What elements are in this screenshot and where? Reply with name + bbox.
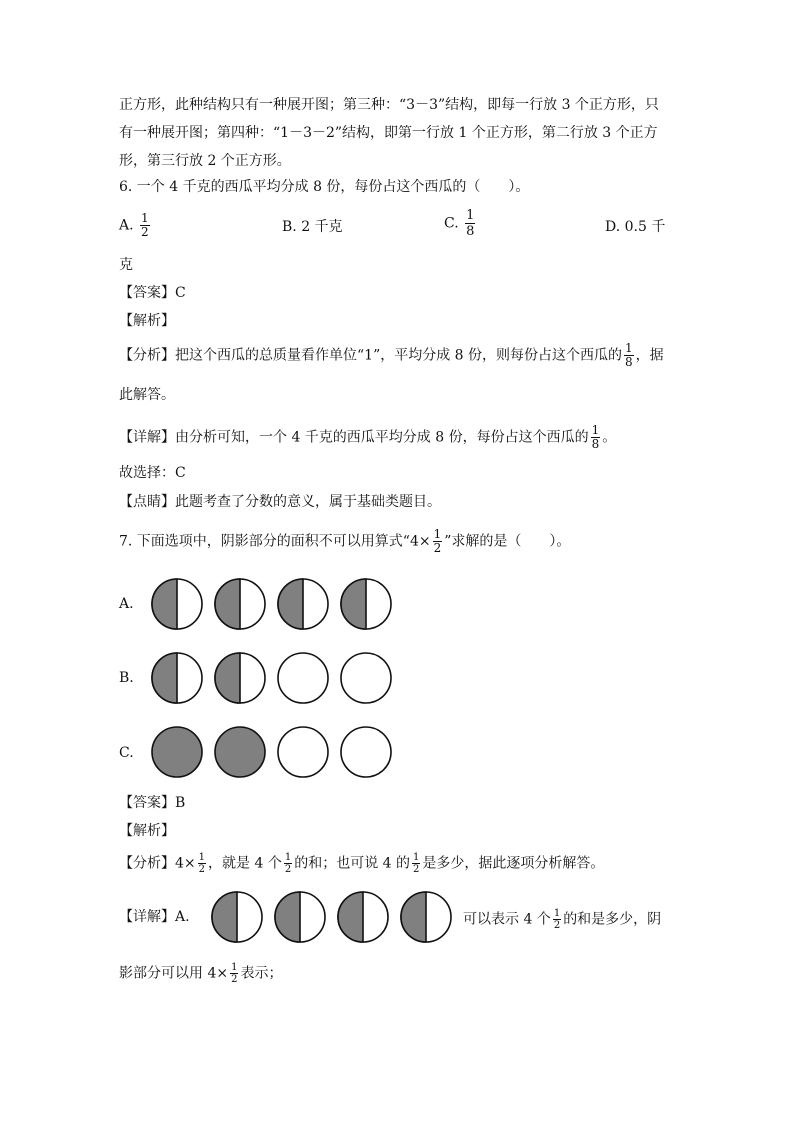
full-shaded-circle xyxy=(152,727,202,777)
q7-option-a-circles xyxy=(150,577,400,631)
q7-xiangjie-fraction-2: $\frac{1}{2}$ xyxy=(231,962,238,985)
text-line-3: 形，第三行放 2 个正方形。 xyxy=(119,153,291,169)
full-shaded-circle xyxy=(215,727,265,777)
q6-option-c-fraction: $\frac{1}{8}$ xyxy=(466,208,475,239)
q6-dianjing: 【点睛】此题考查了分数的意义，属于基础类题目。 xyxy=(119,494,441,510)
q6-option-c[interactable] xyxy=(444,208,477,239)
q7-fenxi: 【分析】4× $\frac{1}{2}$ ，就是 4 个 $\frac{1}{2}$ 的和；也可说 4 的 $\frac{1}{2}$ 是多少，据此逐项分析解答。 xyxy=(119,852,605,875)
half-shaded-circle xyxy=(401,892,451,942)
q6-xiangjie: 【详解】由分析可知，一个 4 千克的西瓜平均分成 8 份，每份占这个西瓜的 $\frac{1}{8}$ 。 xyxy=(119,423,617,451)
q6-option-a-label: A. xyxy=(119,217,134,234)
q6-fenxi-fraction: $\frac{1}{8}$ xyxy=(625,341,633,369)
q7-xiangjie-label: 【详解】A. xyxy=(119,909,190,925)
half-shaded-circle xyxy=(275,892,325,942)
q6-stem: 6. 一个 4 千克的西瓜平均分成 8 份，每份占这个西瓜的（ ）。 xyxy=(119,179,530,195)
q7-analysis-title: 【解析】 xyxy=(119,823,175,839)
q7-option-c-circles xyxy=(150,725,400,779)
q7-option-a[interactable]: A. xyxy=(119,596,134,612)
half-shaded-circle xyxy=(152,653,202,703)
q6-fenxi-cont: 此解答。 xyxy=(119,387,175,403)
q6-xiangjie-fraction: $\frac{1}{8}$ xyxy=(591,423,600,451)
empty-circle xyxy=(341,727,391,777)
q6-option-c-label: C. xyxy=(444,215,459,232)
empty-circle xyxy=(278,653,328,703)
q6-option-a-fraction: $\frac{1}{2}$ xyxy=(141,211,149,239)
text-line-1: 正方形，此种结构只有一种展开图；第三种：“3－3”结构，即每一行放 3 个正方形，只 xyxy=(119,97,659,113)
half-shaded-circle xyxy=(341,579,391,629)
q6-answer: 【答案】C xyxy=(119,285,186,301)
q6-analysis-title: 【解析】 xyxy=(119,313,175,329)
q7-xiangjie-cont: 影部分可以用 4× $\frac{1}{2}$ 表示； xyxy=(119,962,283,985)
q7-option-c[interactable]: C. xyxy=(119,745,134,761)
q7-xiangjie-fraction-1: $\frac{1}{2}$ xyxy=(553,908,561,931)
q6-option-a[interactable] xyxy=(119,212,152,239)
q7-xiangjie-circles xyxy=(210,890,460,944)
text-line-2: 有一种展开图；第四种：“1－3－2”结构，即第一行放 1 个正方形，第二行放 3 个正方 xyxy=(119,125,658,141)
q7-stem: 7. 下面选项中，阴影部分的面积不可以用算式“4× $\frac{1}{2}$ ”求解的是（ ）。 xyxy=(119,527,571,555)
q7-xiangjie-text: 可以表示 4 个 $\frac{1}{2}$ 的和是多少，阴 xyxy=(463,908,662,931)
q7-stem-fraction: $\frac{1}{2}$ xyxy=(433,527,442,555)
half-shaded-circle xyxy=(212,892,262,942)
q6-option-b[interactable]: B. 2 千克 xyxy=(282,219,343,235)
q6-option-d-cont: 克 xyxy=(119,257,133,273)
q6-guxuan: 故选择：C xyxy=(119,465,186,481)
q7-answer: 【答案】B xyxy=(119,795,186,811)
q6-fenxi: 【分析】把这个西瓜的总质量看作单位“1”，平均分成 8 份，则每份占这个西瓜的 $\frac{1}{8}$ ，据 xyxy=(119,341,664,369)
q7-fenxi-fraction-2: $\frac{1}{2}$ xyxy=(284,852,292,875)
empty-circle xyxy=(341,653,391,703)
half-shaded-circle xyxy=(278,579,328,629)
half-shaded-circle xyxy=(215,653,265,703)
half-shaded-circle xyxy=(338,892,388,942)
half-shaded-circle xyxy=(215,579,265,629)
q7-fenxi-fraction-3: $\frac{1}{2}$ xyxy=(413,852,420,875)
q6-option-d[interactable]: D. 0.5 千 xyxy=(605,219,666,235)
half-shaded-circle xyxy=(152,579,202,629)
q7-option-b-circles xyxy=(150,651,400,705)
empty-circle xyxy=(278,727,328,777)
q7-option-b[interactable]: B. xyxy=(119,670,134,686)
q7-fenxi-fraction-1: $\frac{1}{2}$ xyxy=(198,852,206,875)
